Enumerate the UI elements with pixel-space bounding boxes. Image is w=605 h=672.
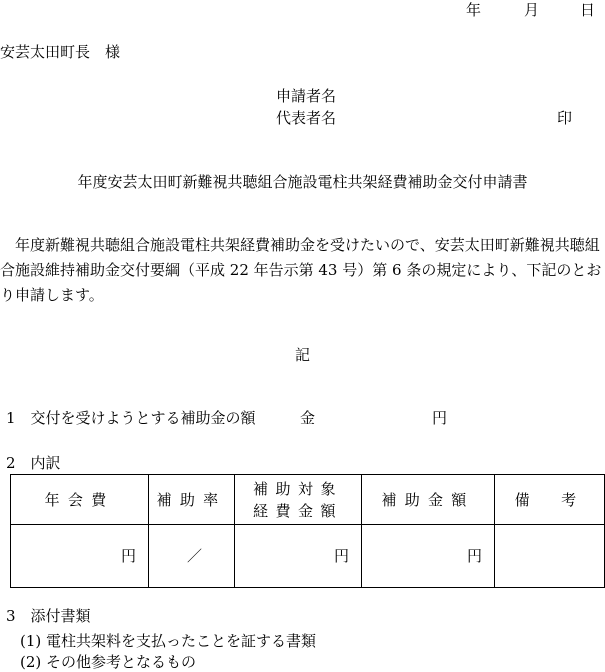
header-annual-fee: 年会費 bbox=[11, 475, 149, 525]
attachment-1: (1) 電柱共架料を支払ったことを証する書類 bbox=[20, 632, 317, 650]
rate-slash: ／ bbox=[187, 547, 203, 565]
item-2-breakdown-label: 2 内訳 bbox=[6, 454, 61, 472]
item-1-label: 1 交付を受けようとする補助金の額 bbox=[6, 409, 256, 427]
header-subsidy-rate: 補助率 bbox=[149, 475, 235, 525]
cell-subsidy-rate bbox=[149, 525, 235, 588]
table-row bbox=[11, 525, 605, 588]
header-target-line1: 補助対象 bbox=[252, 479, 343, 498]
date-year: 年 bbox=[465, 1, 481, 19]
date-month: 月 bbox=[523, 1, 539, 19]
date-day: 日 bbox=[579, 1, 595, 19]
representative-name-label: 代表者名 bbox=[276, 109, 337, 127]
item-1-gold: 金 bbox=[300, 409, 316, 427]
target-expense-unit: 円 bbox=[333, 547, 349, 565]
application-body: 年度新難視共聴組合施設電柱共架経費補助金を受けたいので、安芸太田町新難視共聴組合施設維持補助金交付要綱（平成 22 年告示第 43 号）第 6 条の規定により、下記のとおり申請します。 bbox=[0, 236, 602, 304]
applicant-name-label: 申請者名 bbox=[276, 87, 337, 105]
cell-subsidy-amount bbox=[362, 525, 495, 588]
date-line bbox=[466, 0, 595, 20]
header-target-line2: 経費金額 bbox=[252, 501, 343, 520]
subsidy-amount-unit: 円 bbox=[466, 547, 482, 565]
item-3-attachments-label: 3 添付書類 bbox=[6, 607, 91, 625]
header-target-expense bbox=[235, 475, 362, 525]
table-header-row bbox=[11, 475, 605, 525]
header-subsidy-amount: 補助金額 bbox=[362, 475, 495, 525]
cell-target-expense bbox=[235, 525, 362, 588]
annual-fee-unit: 円 bbox=[120, 547, 136, 565]
document-title: 年度安芸太田町新難視共聴組合施設電柱共架経費補助金交付申請書 bbox=[77, 173, 528, 191]
cell-annual-fee bbox=[11, 525, 149, 588]
breakdown-table bbox=[10, 474, 605, 588]
ki-heading: 記 bbox=[294, 346, 310, 364]
seal-mark: 印 bbox=[557, 109, 573, 127]
addressee: 安芸太田町長 様 bbox=[0, 43, 121, 61]
header-remarks: 備 考 bbox=[495, 475, 605, 525]
item-1-yen: 円 bbox=[432, 409, 448, 427]
attachment-2: (2) その他参考となるもの bbox=[20, 653, 197, 671]
cell-remarks bbox=[495, 525, 605, 588]
item-1-subsidy-amount bbox=[6, 408, 448, 428]
